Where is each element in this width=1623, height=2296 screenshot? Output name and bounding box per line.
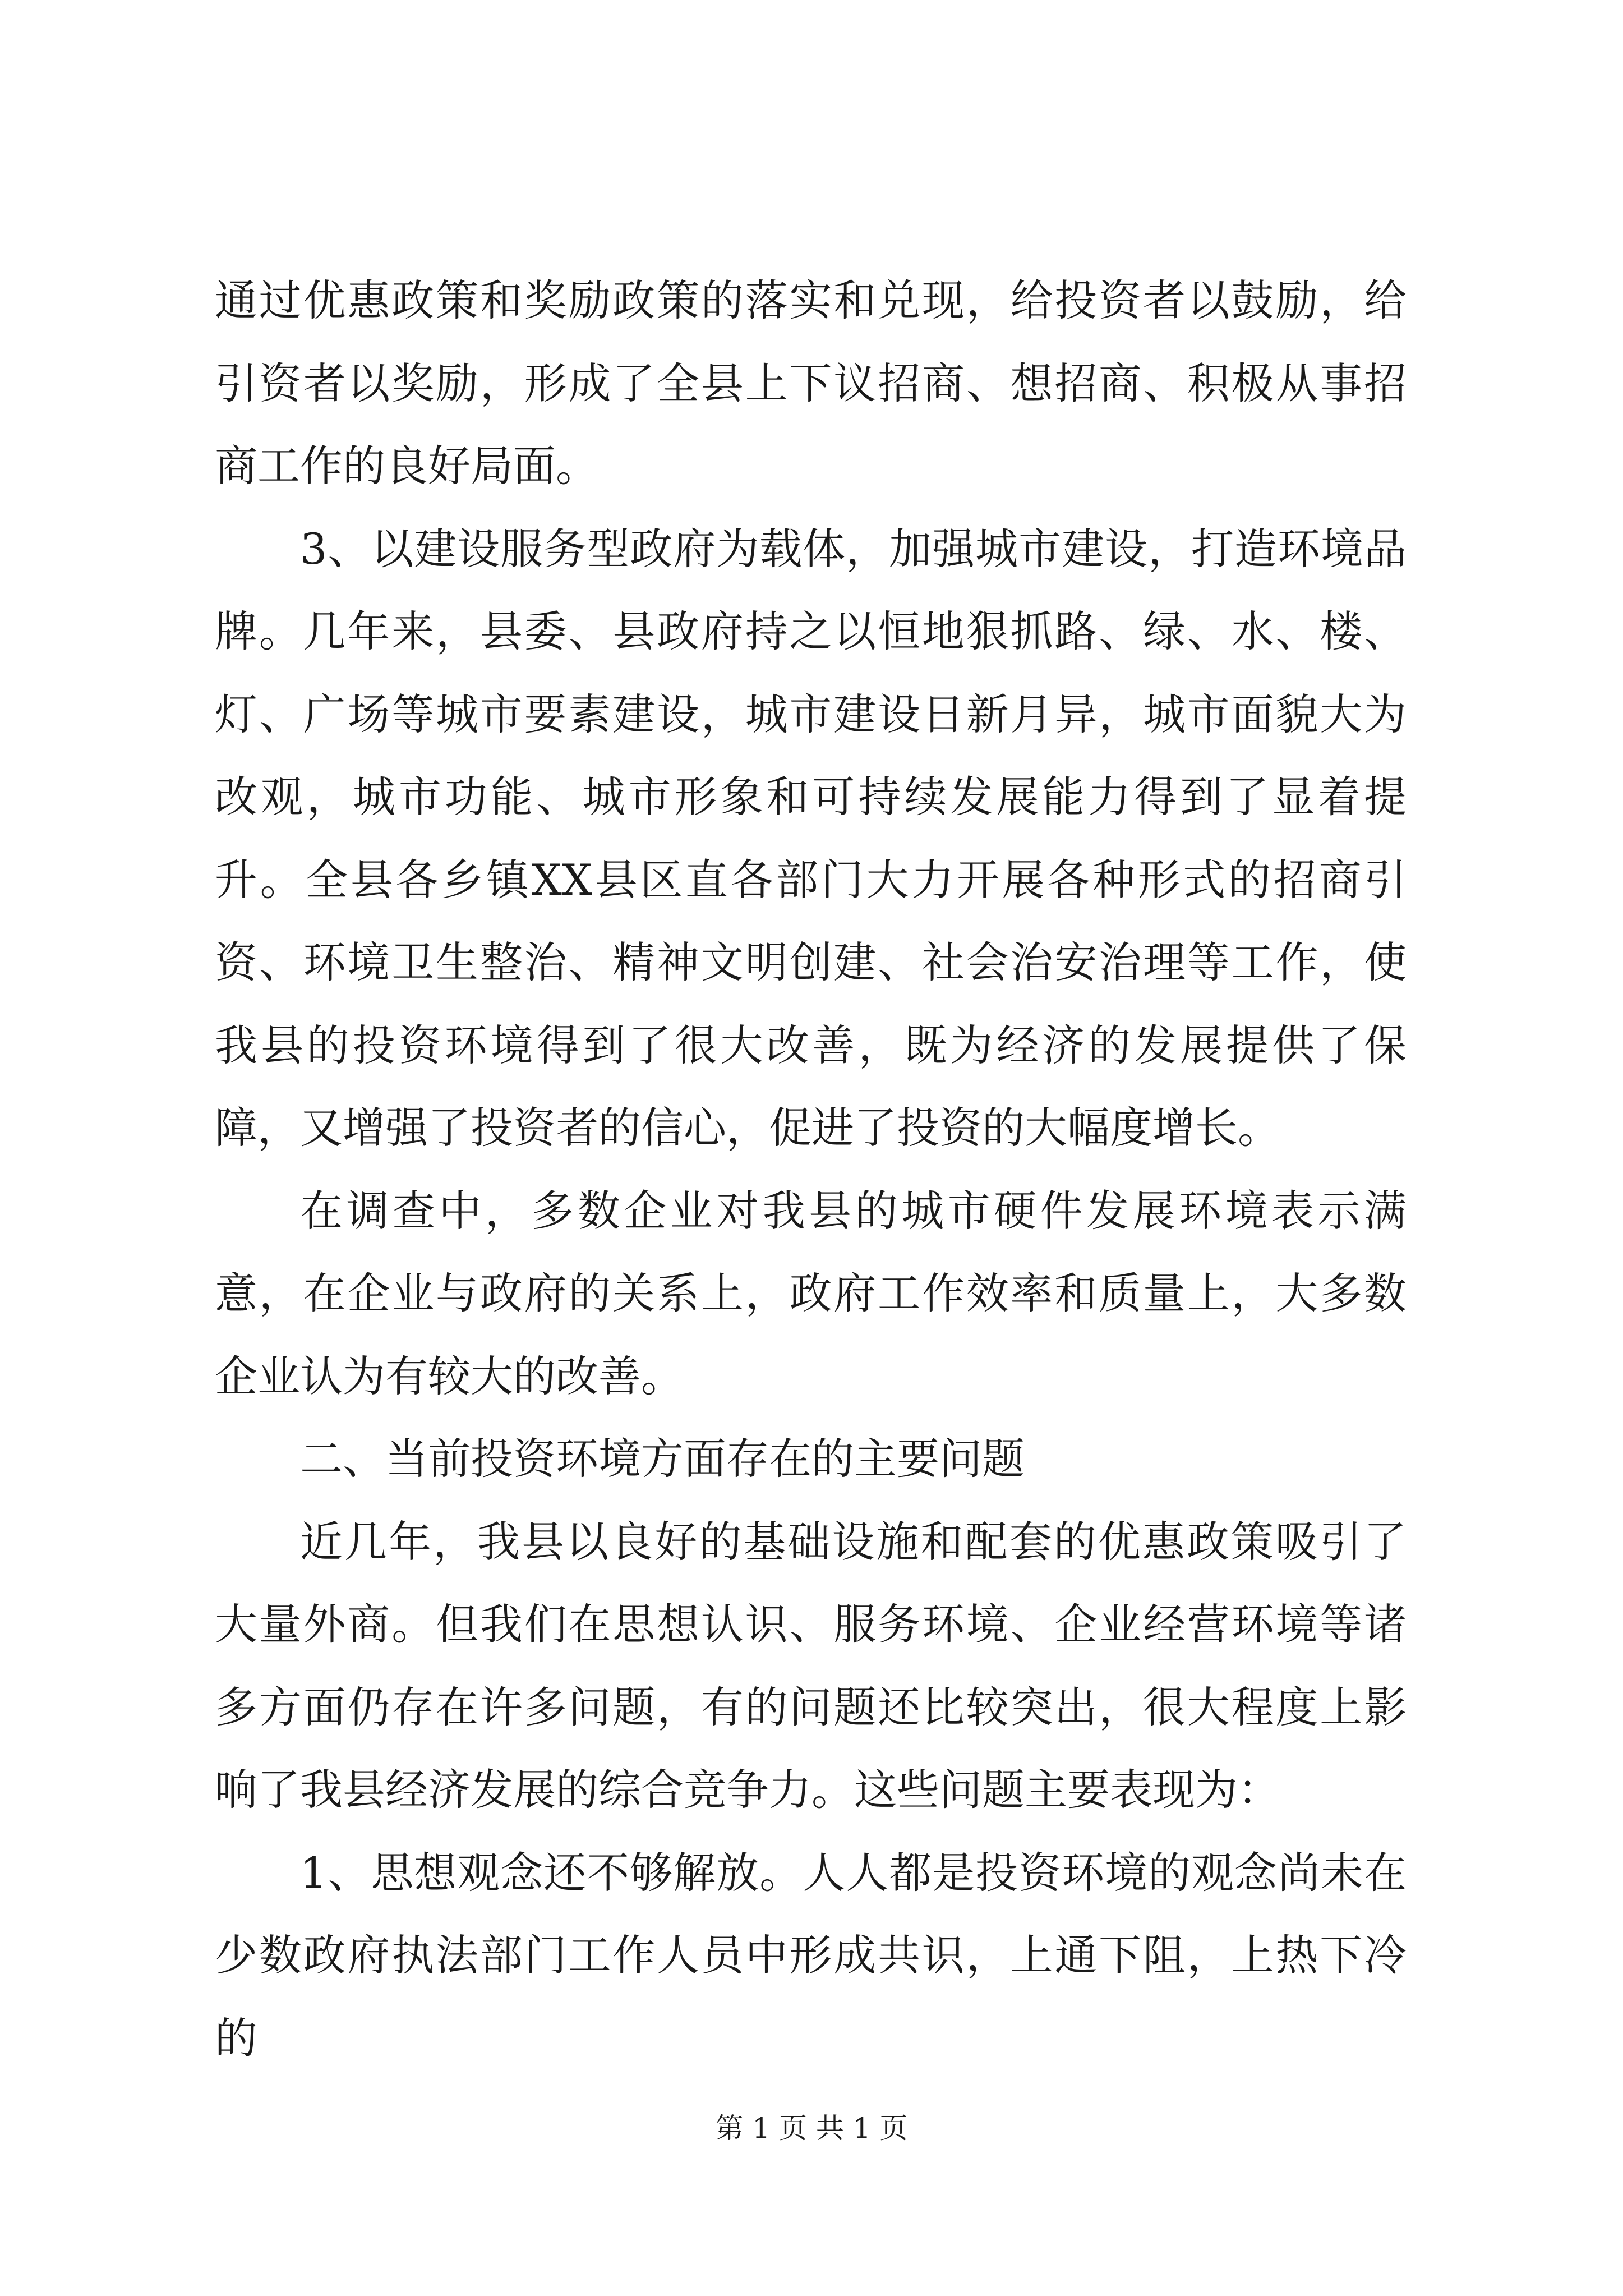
document-body [215, 259, 1407, 2079]
paragraph-3: 在调查中，多数企业对我县的城市硬件发展环境表示满意，在企业与政府的关系上，政府工作效率和质量上，大多数企业认为有较大的改善。 [215, 1185, 1407, 1401]
paragraph-1: 通过优惠政策和奖励政策的落实和兑现，给投资者以鼓励，给引资者以奖励，形成了全县上下议招商、想招商、积极从事招商工作的良好局面。 [215, 275, 1407, 491]
page-footer [0, 2111, 1623, 2145]
section-heading: 二、当前投资环境方面存在的主要问题 [300, 1434, 1025, 1484]
page-number-label: 第 1 页 共 1 页 [715, 2112, 908, 2145]
paragraph-5: 1、思想观念还不够解放。人人都是投资环境的观念尚未在少数政府执法部门工作人员中形成共识，上通下阻，上热下冷的 [215, 1847, 1407, 2063]
paragraph-4: 近几年，我县以良好的基础设施和配套的优惠政策吸引了大量外商。但我们在思想认识、服务环境、企业经营环境等诸多方面仍存在许多问题，有的问题还比较突出，很大程度上影响了我县经济发展的综合竞争力。这些问题主要表现为： [215, 1516, 1407, 1815]
paragraph-2: 3、以建设服务型政府为载体，加强城市建设，打造环境品牌。几年来，县委、县政府持之以恒地狠抓路、绿、水、楼、灯、广场等城市要素建设，城市建设日新月异，城市面貌大为改观，城市功能、城市形象和可持续发展能力得到了显着提升。全县各乡镇XX县区直各部门大力开展各种形式的招商引资、环境卫生整治、精神文明创建、社会治安治理等工作，使我县的投资环境得到了很大改善，既为经济的发展提供了保障，又增强了投资者的信心，促进了投资的大幅度增长。 [215, 523, 1407, 1153]
